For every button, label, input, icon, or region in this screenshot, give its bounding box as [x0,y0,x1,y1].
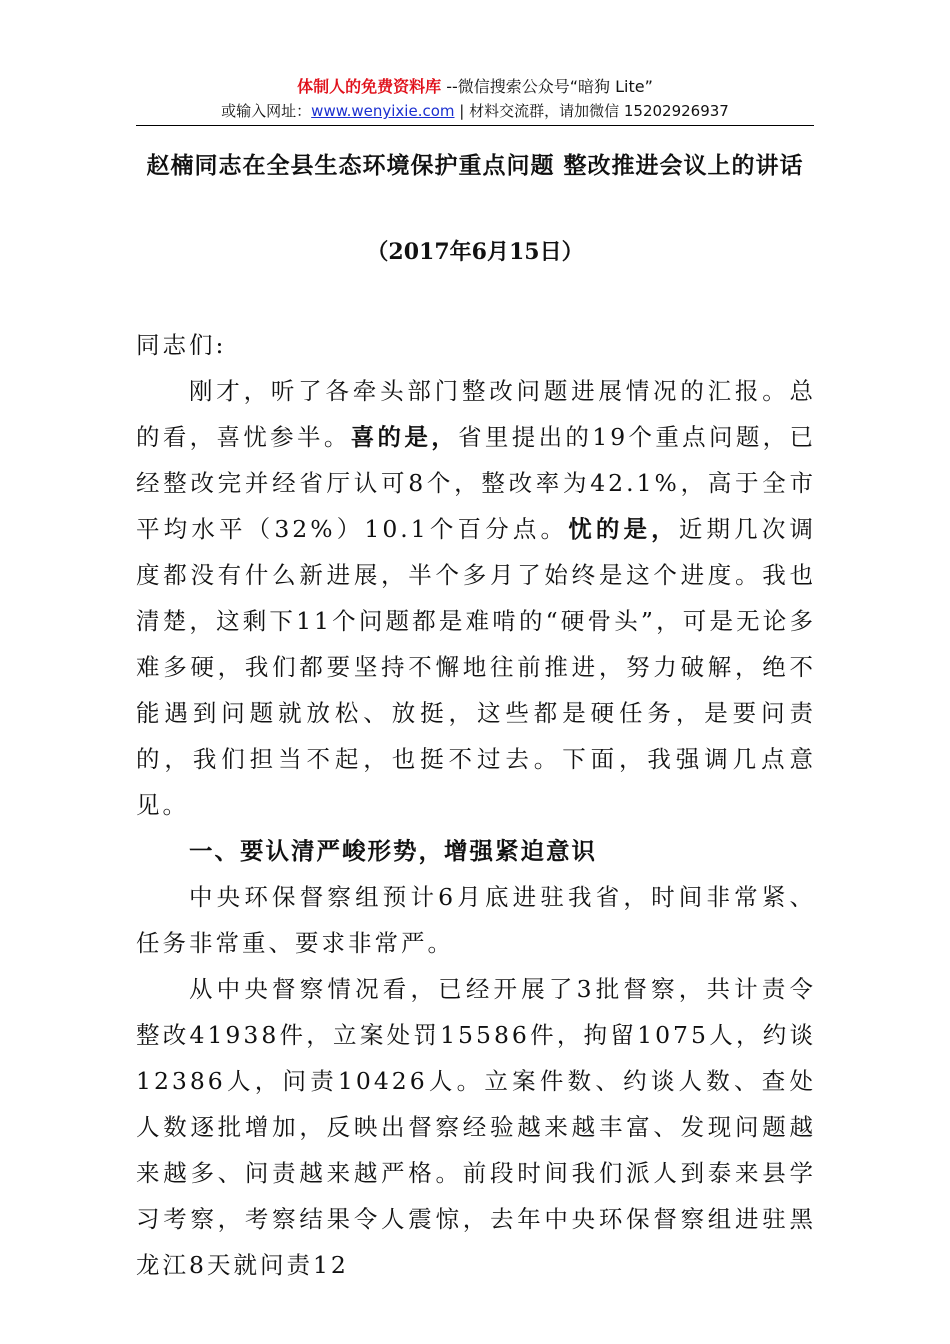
header-line-1 [136,76,814,98]
contact-text: | 材料交流群，请加微信 15202926937 [454,102,729,120]
paragraph-1-intro: 刚才，听了各牵头部门整改问题进展情况的汇报。总的看，喜忧参半。 [136,377,816,451]
emphasis-positive: 喜的是， [350,423,459,451]
header-line-2 [136,100,814,122]
website-link[interactable]: www.wenyixie.com [311,102,455,120]
section-heading-1: 一、要认清严峻形势，增强紧迫意识 [189,837,597,865]
header-tagline: --微信搜索公众号“暗狗 Lite” [441,77,653,96]
emphasis-concern: 忧的是， [568,515,679,543]
paragraph-3: 从中央督察情况看，已经开展了3批督察，共计责令整改41938件，立案处罚15586件，拘留1075人，约谈12386人，问责10426人。立案件数、约谈人数、查处人数逐批增加，反映出督察经验越来越丰富、发现问题越来越多、问责越来越严格。前段时间我们派人到泰来县学习考察，考察结果令人震惊，去年中央环保督察组进驻黑龙江8天就问责12 [136,975,816,1279]
url-prefix: 或输入网址： [221,102,312,120]
paragraph-1-progress: 省里提出的19个重点问题，已经整改完并经省厅认可8个，整改率为42.1%，高于全市平均水平（32%）10.1个百分点。 [136,423,817,543]
paragraph-1-concern: 近期几次调度都没有什么新进展，半个多月了始终是这个进度。我也清楚，这剩下11个问题都是难啃的“硬骨头”，可是无论多难多硬，我们都要坚持不懈地往前推进，努力破解，绝不能遇到问题就放松、放挺，这些都是硬任务，是要问责的，我们担当不起，也挺不过去。下面，我强调几点意见。 [136,515,816,819]
document-title: 赵楠同志在全县生态环境保护重点问题 整改推进会议上的讲话 [146,152,804,179]
paragraph-2: 中央环保督察组预计6月底进驻我省，时间非常紧、任务非常重、要求非常严。 [136,883,816,957]
page-header [136,76,814,122]
paragraph-1 [136,368,816,828]
document-date: （2017年6月15日） [366,239,584,265]
brand-name: 体制人的免费资料库 [297,77,442,96]
document-body [136,322,816,1288]
salutation: 同志们: [136,331,227,359]
header-divider [136,125,814,126]
